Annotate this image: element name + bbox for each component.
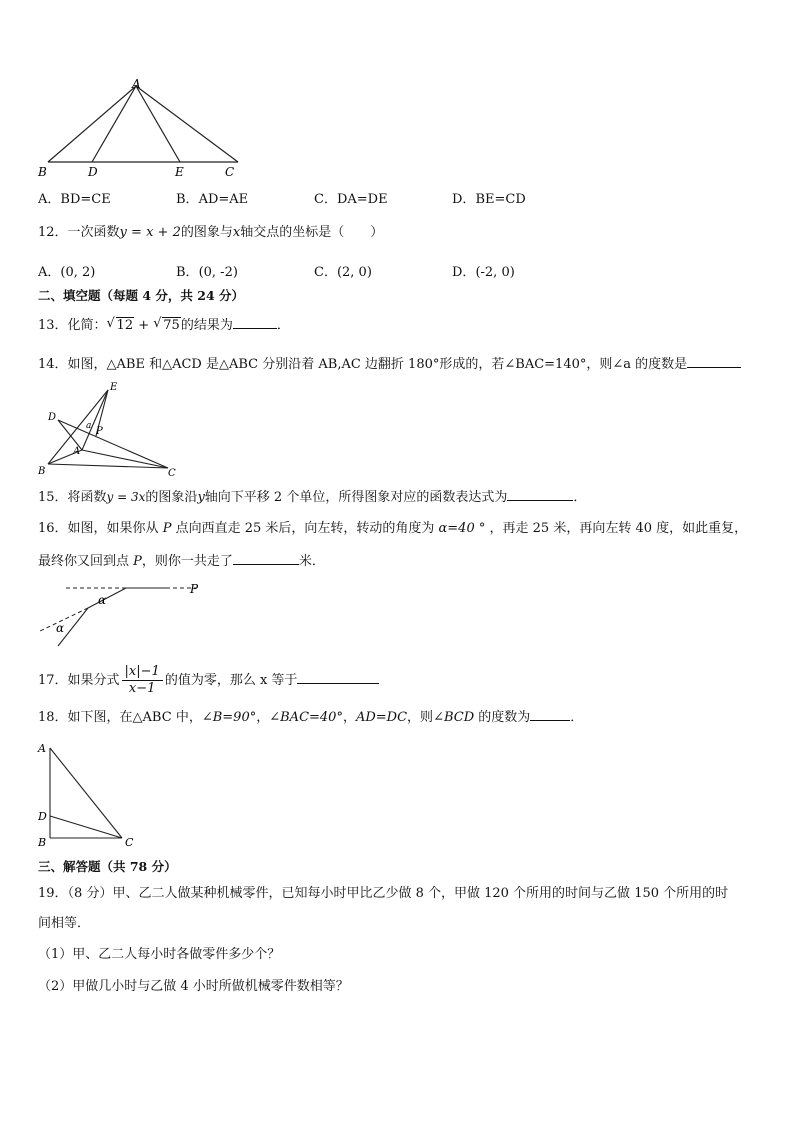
- q13-prefix: 13．化简：: [38, 318, 107, 333]
- figure-q16-path: [36, 580, 216, 650]
- option-text: BE=CD: [475, 192, 526, 207]
- label-P: P: [96, 426, 103, 437]
- q11-option-d[interactable]: [452, 188, 526, 207]
- q12-option-d[interactable]: [452, 261, 515, 280]
- section-2-heading: 二、填空题（每题 4 分，共 24 分）: [38, 288, 245, 303]
- option-key: D．: [452, 192, 476, 207]
- q13-end: ．: [276, 318, 290, 333]
- q12-expression: x + 2: [146, 225, 181, 240]
- question-17: [38, 663, 379, 699]
- q12-prefix: 12．一次函数: [38, 225, 120, 240]
- option-text: DA=DE: [336, 192, 388, 207]
- question-19-sub1: （1）甲、乙二人每小时各做零件多少个？: [38, 947, 281, 962]
- label-D: D: [48, 412, 57, 423]
- label-alpha-2: α: [56, 621, 65, 635]
- option-text: (0, -2): [198, 265, 238, 280]
- label-C: C: [125, 836, 134, 849]
- answer-blank-14[interactable]: [687, 355, 741, 368]
- label-A: A: [132, 77, 141, 91]
- sqrt-12: √ 12: [106, 316, 134, 333]
- q18-end: ．: [570, 710, 584, 725]
- q15-mid1: 的图象沿: [145, 490, 198, 505]
- answer-blank-16[interactable]: [233, 552, 299, 565]
- radicand-12: 12: [116, 318, 134, 333]
- figure-q14-folding: [36, 380, 186, 480]
- option-key: C．: [314, 265, 337, 280]
- q13-suffix: 的结果为: [180, 318, 233, 333]
- q15-function: y = 3x: [106, 490, 146, 504]
- sqrt-75: √ 75: [153, 316, 180, 333]
- figure-q11-triangle: [30, 76, 270, 179]
- label-B: B: [38, 836, 47, 849]
- question-19-line1: 19．（8 分）甲、乙二人做某种机械零件，已知每小时甲比乙少做 8 个，甲做 120 个所用的时间与乙做 150 个所用的时: [38, 886, 729, 901]
- q16-text-b: 点向西直走 25 米后，向左转，转动的角度为: [171, 521, 439, 536]
- label-B: B: [38, 466, 46, 477]
- figure-q18-triangle: [36, 740, 146, 850]
- label-E: E: [110, 382, 118, 393]
- q16-point-p: P: [162, 521, 172, 536]
- label-P: P: [190, 582, 199, 596]
- q18-sep-1: ，: [256, 710, 270, 725]
- question-16-line1: [38, 520, 747, 538]
- q18-sep-2: ，: [342, 710, 356, 725]
- q16-point-p2: P: [133, 554, 142, 569]
- label-E: E: [175, 165, 184, 179]
- q17-suffix: 的值为零，那么 x 等于: [164, 673, 298, 688]
- q17-fraction: [122, 664, 163, 697]
- label-a: a: [86, 421, 92, 431]
- q18-angle: ∠BCD: [433, 710, 475, 725]
- question-12: [38, 224, 383, 242]
- q16-text-d: 最终你又回到点: [38, 554, 134, 569]
- question-15: [38, 488, 586, 507]
- q16-text-c: ，再走 25 米，再向左转 40 度，如此重复，: [485, 521, 748, 536]
- q18-triangle: △ABC: [132, 710, 172, 725]
- q16-alpha: α=40 °: [438, 521, 486, 536]
- label-B: B: [38, 165, 47, 179]
- option-key: B．: [176, 192, 199, 207]
- q15-mid2: 轴向下平移 2 个单位，所得图象对应的函数表达式为: [204, 490, 508, 505]
- option-text: AD=AE: [198, 192, 249, 207]
- q15-prefix: 15．将函数: [38, 490, 107, 505]
- q16-text-a: 16．如图，如果你从: [38, 521, 163, 536]
- question-14: [38, 355, 741, 374]
- q12-suffix: 轴交点的坐标是（ ）: [240, 225, 384, 240]
- label-D: D: [38, 810, 47, 823]
- q18-text-b: 中，: [171, 710, 202, 725]
- q18-cond-1: ∠B=90°: [201, 710, 257, 725]
- option-key: B．: [176, 265, 199, 280]
- q11-option-a[interactable]: [38, 188, 111, 207]
- q12-option-c[interactable]: [314, 261, 372, 280]
- q12-eq: =: [126, 225, 147, 240]
- option-key: D．: [452, 265, 476, 280]
- q13-plus: +: [134, 318, 154, 333]
- q11-option-c[interactable]: [314, 188, 388, 207]
- q18-cond-2: ∠BAC=40°: [269, 710, 343, 725]
- q15-var-y: y: [197, 490, 205, 505]
- option-text: BD=CE: [60, 192, 111, 207]
- q16-text-e: ，则你一共走了: [141, 554, 233, 569]
- label-C: C: [225, 165, 235, 179]
- label-alpha-1: α: [98, 593, 107, 607]
- q17-prefix: 17．如果分式: [38, 673, 120, 688]
- q18-text-d: ，则: [407, 710, 434, 725]
- question-19-line2: 间相等．: [38, 916, 91, 931]
- q12-var-x: x: [232, 225, 241, 240]
- label-A: A: [73, 446, 81, 457]
- label-A: A: [38, 742, 46, 755]
- q15-end: ．: [573, 490, 587, 505]
- answer-blank-15[interactable]: [507, 488, 573, 501]
- option-text: (0, 2): [60, 265, 96, 280]
- q14-text: 14．如图，△ABE 和△ACD 是△ABC 分别沿着 AB,AC 边翻折 180°形成的，若∠BAC=140°，则∠a 的度数是: [38, 357, 688, 372]
- q12-var-y: y: [119, 225, 127, 240]
- q12-mid: 的图象与: [180, 225, 233, 240]
- label-C: C: [168, 468, 176, 479]
- option-key: A．: [38, 265, 61, 280]
- option-key: A．: [38, 192, 61, 207]
- fraction-numerator: |x|−1: [122, 664, 163, 681]
- q11-option-b[interactable]: [176, 188, 248, 207]
- answer-blank-17[interactable]: [297, 671, 379, 684]
- label-D: D: [88, 165, 98, 179]
- q18-text-e: 的度数为: [474, 710, 531, 725]
- q18-cond-3: AD=DC: [355, 710, 408, 725]
- radicand-75: 75: [163, 318, 180, 333]
- option-text: (-2, 0): [475, 265, 515, 280]
- question-18: [38, 708, 583, 727]
- question-16-line2: [38, 552, 325, 571]
- section-3-heading: 三、解答题（共 78 分）: [38, 859, 177, 874]
- question-13: [38, 316, 290, 335]
- option-text: (2, 0): [336, 265, 372, 280]
- q12-option-a[interactable]: [38, 261, 95, 280]
- fraction-denominator: x−1: [128, 681, 156, 696]
- answer-blank-18[interactable]: [530, 708, 570, 721]
- q12-option-b[interactable]: [176, 261, 238, 280]
- answer-blank-13[interactable]: [233, 316, 277, 329]
- q18-text-a: 18．如下图，在: [38, 710, 133, 725]
- question-19-sub2: （2）甲做几小时与乙做 4 小时所做机械零件数相等？: [38, 979, 349, 994]
- option-key: C．: [314, 192, 337, 207]
- q16-text-f: 米．: [298, 554, 325, 569]
